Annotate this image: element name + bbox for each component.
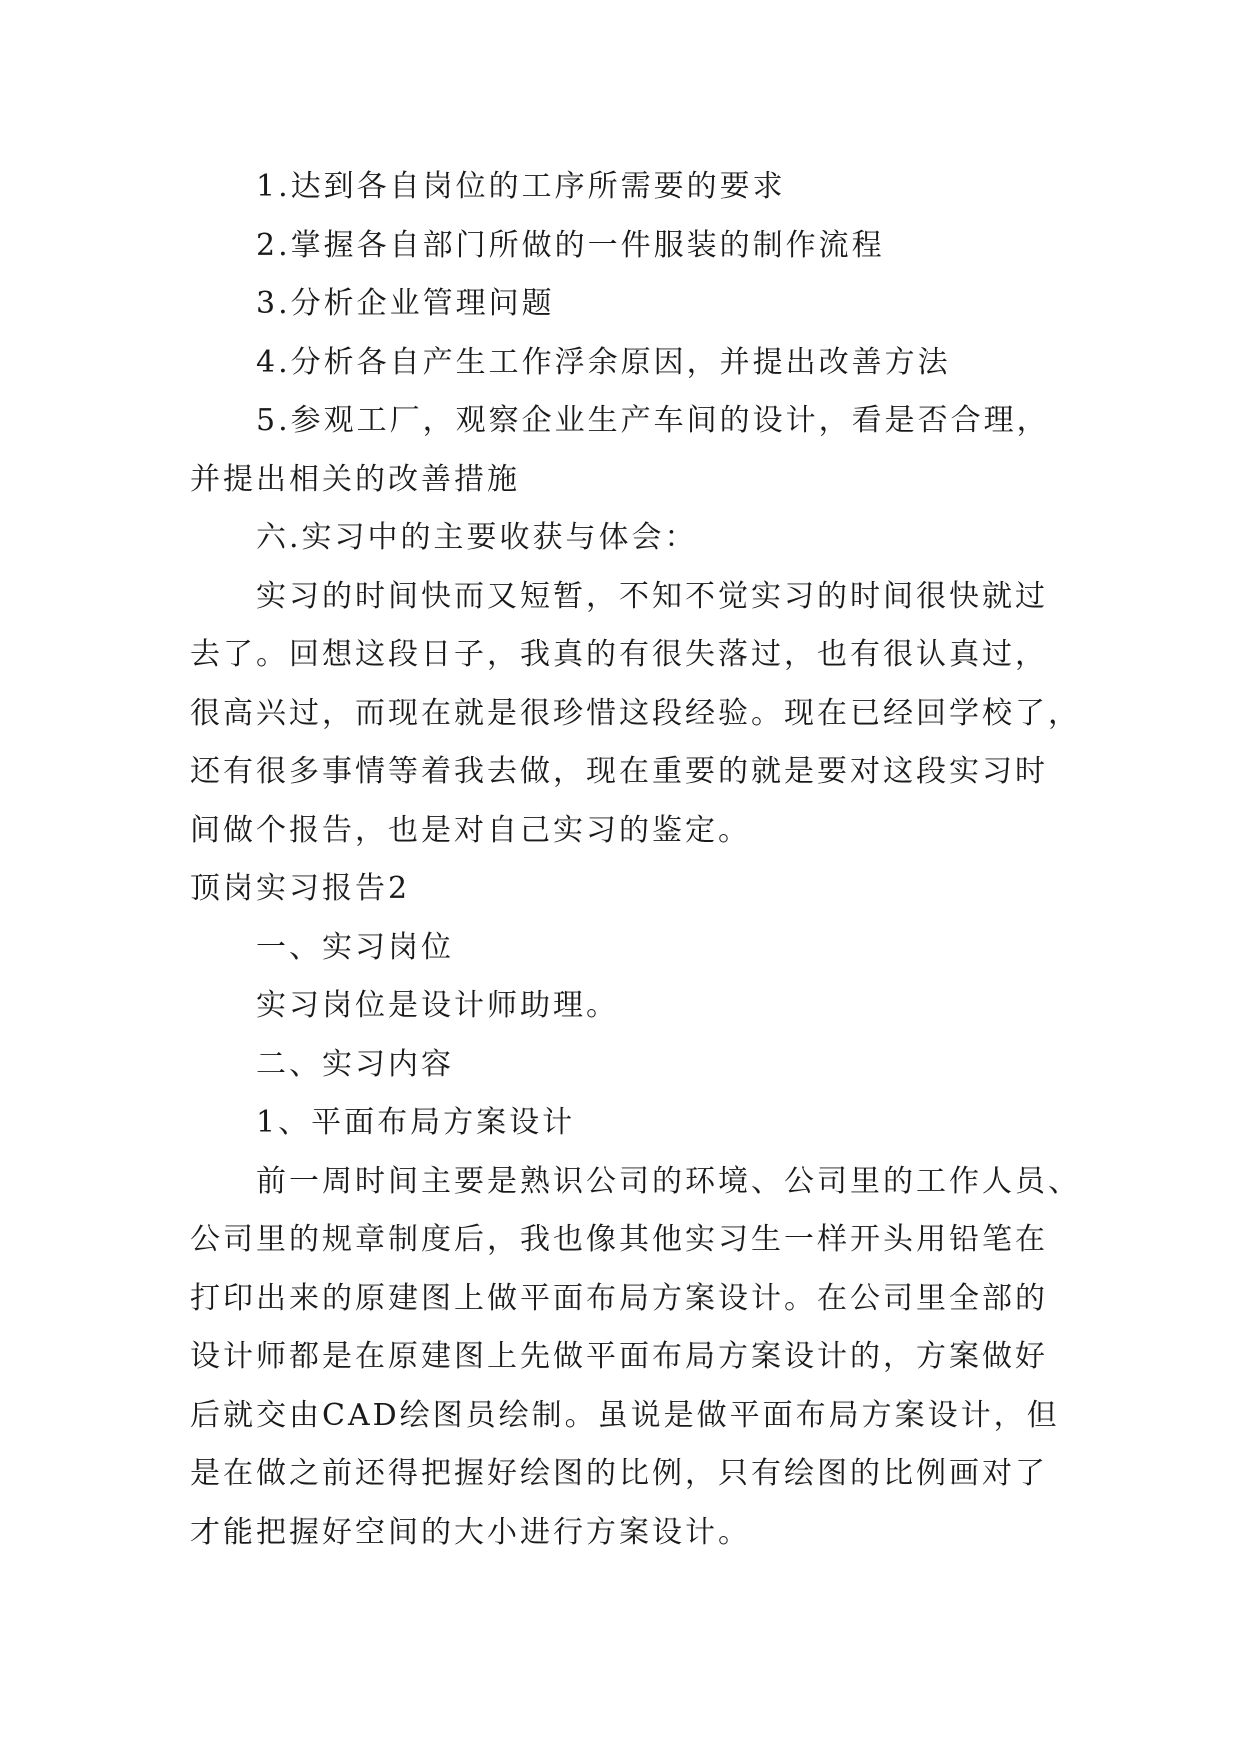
paragraph-line: 还有很多事情等着我去做，现在重要的就是要对这段实习时 (190, 754, 1048, 789)
paragraph-line: 打印出来的原建图上做平面布局方案设计。在公司里全部的 (190, 1280, 1048, 1316)
list-item-3: 3.分析企业管理问题 (256, 286, 555, 321)
paragraph-line: 前一周时间主要是熟识公司的环境、公司里的工作人员、 (256, 1163, 1081, 1199)
list-item-2: 2.掌握各自部门所做的一件服装的制作流程 (256, 227, 885, 263)
list-item-4: 4.分析各自产生工作浮余原因，并提出改善方法 (256, 344, 951, 380)
list-item-5: 5.参观工厂，观察企业生产车间的设计，看是否合理， (256, 403, 1050, 438)
subsection-heading: 1、平面布局方案设计 (256, 1105, 576, 1140)
paragraph-line: 实习岗位是设计师助理。 (256, 988, 619, 1023)
paragraph-line: 去了。回想这段日子，我真的有很失落过，也有很认真过， (190, 637, 1048, 672)
paragraph-line: 后就交由CAD绘图员绘制。虽说是做平面布局方案设计，但 (190, 1397, 1060, 1433)
document-body (190, 158, 1081, 1562)
list-item-5-continued: 并提出相关的改善措施 (190, 461, 520, 497)
section-heading-one: 一、实习岗位 (256, 929, 454, 965)
section-heading-two: 二、实习内容 (256, 1046, 454, 1082)
section-heading-six: 六.实习中的主要收获与体会： (256, 520, 698, 555)
paragraph-line: 才能把握好空间的大小进行方案设计。 (190, 1514, 751, 1550)
paragraph-line: 是在做之前还得把握好绘图的比例，只有绘图的比例画对了 (190, 1456, 1048, 1491)
report-title: 顶岗实习报告2 (190, 871, 411, 906)
paragraph-line: 设计师都是在原建图上先做平面布局方案设计的，方案做好 (190, 1339, 1048, 1374)
paragraph-line: 很高兴过，而现在就是很珍惜这段经验。现在已经回学校了， (190, 695, 1081, 731)
paragraph-line: 实习的时间快而又短暂，不知不觉实习的时间很快就过 (256, 578, 1048, 614)
paragraph-line: 公司里的规章制度后，我也像其他实习生一样开头用铅笔在 (190, 1222, 1048, 1257)
list-item-1: 1.达到各自岗位的工序所需要的要求 (256, 169, 786, 204)
paragraph-line: 间做个报告，也是对自己实习的鉴定。 (190, 812, 751, 848)
